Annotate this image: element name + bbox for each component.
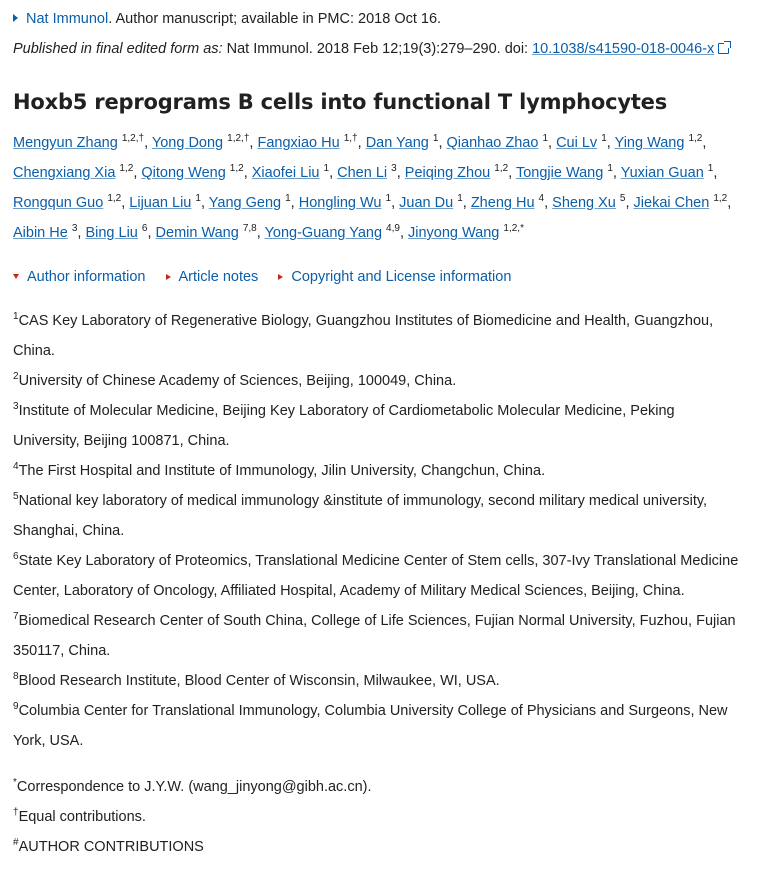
author-list [13,128,743,248]
affiliation-number: 2 [13,371,19,383]
affiliation-number: 5 [13,491,19,503]
author-link[interactable]: Juan Du [399,195,454,211]
author-entry: Qitong Weng $^{1,2}$, [141,163,248,181]
affiliation-text: Institute of Molecular Medicine, Beijing Key Laboratory of Cardiometabolic Molecular Medicine, Peking University, Beijing 100871, China. [13,403,675,449]
author-affiliation-marker: 1 [323,163,330,175]
affiliation-text: National key laboratory of medical immunology &institute of immunology, second military medical university, Shanghai, China. [13,493,708,539]
article-notes-toggle[interactable] [166,269,259,285]
author-affiliation-marker: 1 [601,133,607,145]
author-entry: Peiqing Zhou $^{1,2}$, [404,163,513,181]
journal-link[interactable]: Nat Immunol [26,11,109,27]
author-affiliation-marker: 1 [607,163,613,175]
author-link[interactable]: Xiaofei Liu [251,165,320,181]
author-affiliation-marker: 1,2,* [503,223,524,235]
affiliation-text: CAS Key Laboratory of Regenerative Biology, Guangzhou Institutes of Biomedicine and Health, Guangzhou, China. [13,313,714,359]
affiliation-text: Columbia Center for Translational Immunology, Columbia University College of Physicians and Surgeons, New York, USA. [13,703,728,749]
author-link[interactable]: Yuxian Guan [620,165,704,181]
author-link[interactable]: Qianhao Zhao [446,135,539,151]
author-entry: Tongjie Wang $^1$, [515,163,617,181]
author-affiliation-marker: 4 [538,193,545,205]
author-entry [408,225,524,241]
author-link[interactable]: Mengyun Zhang [13,135,118,151]
copyright-toggle[interactable] [278,269,511,285]
author-entry: Jiekai Chen $^{1,2}$, [633,193,732,211]
note-text: Correspondence to J.Y.W. (wang_jinyong@gibh.ac.cn). [16,779,372,795]
author-entry: Mengyun Zhang $^{1,2,\dagger}$, [13,133,149,151]
author-affiliation-marker: 3 [391,163,397,175]
author-affiliation-marker: 3 [71,223,78,235]
triangle-right-icon [278,274,283,280]
affiliation-number: 8 [13,671,19,683]
author-entry: Xiaofei Liu $^1$, [251,163,334,181]
author-link[interactable]: Bing Liu [85,225,138,241]
author-entry: Demin Wang $^{7,8}$, [155,223,261,241]
article-notes-label: Article notes [178,269,259,285]
published-citation: Nat Immunol. 2018 Feb 12;19(3):279–290. doi: [222,41,533,57]
author-link[interactable]: Tongjie Wang [515,165,604,181]
author-affiliation-marker: 1,2,† [227,133,250,145]
affiliation-item [13,606,743,666]
affiliation-item [13,306,743,366]
author-link[interactable]: Cui Lv [556,135,598,151]
note-text: AUTHOR CONTRIBUTIONS [18,839,204,855]
author-note [13,772,743,802]
author-entry: Juan Du $^1$, [399,193,467,211]
author-note [13,802,743,832]
affiliation-text: State Key Laboratory of Proteomics, Translational Medicine Center of Stem cells, 307-Ivy Translational Medicine Center, Laboratory of Oncology, Affiliated Hospital, Academy of Military Medical Sciences, Beijing, China. [13,553,739,599]
author-link[interactable]: Jiekai Chen [633,195,710,211]
affiliation-text: The First Hospital and Institute of Immunology, Jilin University, Changchun, China. [18,463,546,479]
author-link[interactable]: Demin Wang [155,225,239,241]
external-link-icon[interactable] [718,43,729,54]
affiliation-item [13,666,743,696]
author-link[interactable]: Hongling Wu [298,195,382,211]
author-link[interactable]: Yong Dong [151,135,224,151]
note-marker: * [13,777,17,789]
affiliation-item [13,366,743,396]
note-marker: † [13,807,19,819]
author-link[interactable]: Fangxiao Hu [257,135,340,151]
author-entry: Dan Yang $^1$, [365,133,443,151]
author-affiliation-marker: 1,2 [229,163,244,175]
author-affiliation-marker: 1 [457,193,463,205]
triangle-right-icon[interactable] [13,14,18,22]
affiliation-number: 1 [13,311,19,323]
author-link[interactable]: Dan Yang [365,135,429,151]
author-affiliation-marker: 1 [385,193,392,205]
author-affiliation-marker: 1,2 [494,163,509,175]
author-entry: Rongqun Guo $^{1,2}$, [13,193,126,211]
author-affiliation-marker: 1 [542,133,548,145]
author-information-label: Author information [27,269,146,285]
author-entry: Lijuan Liu $^1$, [129,193,205,211]
author-link[interactable]: Aibin He [13,225,68,241]
author-affiliation-marker: 1 [285,193,291,205]
author-affiliation-marker: 4,9 [386,223,400,235]
triangle-right-icon [166,274,171,280]
journal-line [13,8,743,30]
author-entry: Cui Lv $^1$, [556,133,611,151]
author-link[interactable]: Zheng Hu [470,195,535,211]
author-link[interactable]: Ying Wang [614,135,685,151]
manuscript-status: . Author manuscript; available in PMC: 2018 Oct 16. [108,11,442,27]
author-affiliation-marker: 5 [619,193,626,205]
author-link[interactable]: Peiqing Zhou [404,165,491,181]
author-affiliation-marker: 1 [707,163,714,175]
affiliation-list [13,306,743,756]
author-link[interactable]: Jinyong Wang [408,225,500,241]
author-affiliation-marker: 6 [141,223,148,235]
author-link[interactable]: Rongqun Guo [13,195,104,211]
affiliation-number: 4 [13,461,19,473]
affiliation-item [13,456,743,486]
author-link[interactable]: Chen Li [337,165,388,181]
author-note [13,832,743,862]
affiliation-number: 9 [13,701,19,713]
author-affiliation-marker: 1,2 [107,193,122,205]
copyright-label: Copyright and License information [291,269,512,285]
author-entry: Bing Liu $^6$, [85,223,152,241]
author-affiliation-marker: 7,8 [242,223,257,235]
author-entry: Chengxiang Xia $^{1,2}$, [13,163,138,181]
author-entry: Yong-Guang Yang $^{4,9}$, [264,223,404,241]
author-entry: Zheng Hu $^4$, [470,193,549,211]
note-marker: # [13,837,19,849]
author-affiliation-marker: 1,2 [119,163,134,175]
author-link[interactable]: Sheng Xu [552,195,616,211]
author-affiliation-marker: 1 [432,133,439,145]
author-affiliation-marker: 1,2,† [121,133,145,145]
author-link[interactable]: Chengxiang Xia [13,165,116,181]
affiliation-number: 3 [13,401,19,413]
author-notes [13,772,743,862]
author-affiliation-marker: 1,† [343,133,358,145]
affiliation-text: University of Chinese Academy of Sciences, Beijing, 100049, China. [18,373,457,389]
author-entry: Chen Li $^3$, [337,163,401,181]
author-link[interactable]: Qitong Weng [141,165,226,181]
affiliation-item [13,486,743,546]
author-information-toggle[interactable] [13,269,145,285]
author-entry: Sheng Xu $^5$, [552,193,630,211]
affiliation-item [13,546,743,606]
author-affiliation-marker: 1 [195,193,201,205]
author-entry: Yang Geng $^1$, [208,193,295,211]
article-title: Hoxb5 reprograms B cells into functional T lymphocytes [13,90,668,114]
author-entry: Fangxiao Hu $^{1,\dagger}$, [257,133,362,151]
triangle-down-icon [13,274,19,279]
author-entry: Qianhao Zhao $^1$, [446,133,553,151]
author-entry: Yuxian Guan $^1$, [620,163,718,181]
affiliation-number: 6 [13,551,19,563]
published-line [13,38,743,60]
author-link[interactable]: Lijuan Liu [129,195,192,211]
doi-link[interactable]: 10.1038/s41590-018-0046-x [532,41,715,57]
author-entry: Ying Wang $^{1,2}$, [614,133,707,151]
affiliation-text: Biomedical Research Center of South China, College of Life Sciences, Fujian Normal University, Fuzhou, Fujian 350117, China. [13,613,736,659]
note-text: Equal contributions. [18,809,146,825]
author-entry: Yong Dong $^{1,2,\dagger}$, [151,133,254,151]
author-entry: Aibin He $^3$, [13,223,82,241]
author-entry: Hongling Wu $^1$, [298,193,396,211]
published-label: Published in final edited form as: [13,41,223,57]
affiliation-item [13,696,743,756]
affiliation-item [13,396,743,456]
affiliation-text: Blood Research Institute, Blood Center of Wisconsin, Milwaukee, WI, USA. [18,673,500,689]
author-link[interactable]: Yang Geng [208,195,282,211]
author-affiliation-marker: 1,2 [688,133,703,145]
author-link[interactable]: Yong-Guang Yang [264,225,383,241]
info-toggles [13,266,743,288]
affiliation-number: 7 [13,611,19,623]
author-affiliation-marker: 1,2 [713,193,728,205]
